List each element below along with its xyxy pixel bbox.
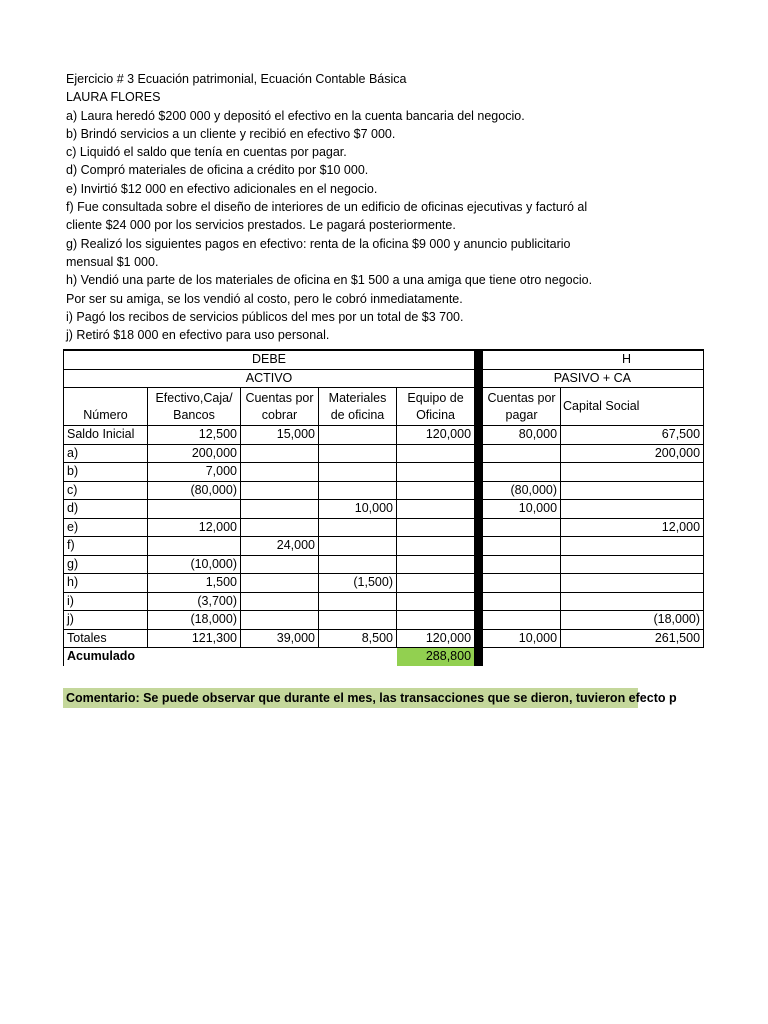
student-name: LAURA FLORES: [66, 90, 161, 105]
cell-materiales: [319, 444, 397, 463]
cell-materiales: (1,500): [319, 574, 397, 593]
table-row: [64, 500, 704, 519]
statement-line: h) Vendió una parte de los materiales de oficina en $1 500 a una amiga que tiene otro negocio.: [66, 273, 593, 288]
statement-line: a) Laura heredó $200 000 y depositó el efectivo en la cuenta bancaria del negocio.: [66, 108, 525, 123]
row-label: g): [64, 555, 148, 574]
cell-equipo: [397, 500, 475, 519]
cell-efectivo: 12,500: [148, 426, 241, 445]
empty-cell: [241, 648, 319, 666]
cell-capital: [561, 574, 704, 593]
cell-materiales: [319, 426, 397, 445]
cell-cuentas-pagar: [483, 463, 561, 482]
cell-efectivo: (80,000): [148, 481, 241, 500]
statement-line: d) Compró materiales de oficina a crédito por $10 000.: [66, 163, 369, 178]
statement-line: e) Invirtió $12 000 en efectivo adicionales en el negocio.: [66, 181, 378, 196]
cell-materiales: [319, 537, 397, 556]
cell-cuentas-cobrar: [241, 481, 319, 500]
cell-capital: [561, 481, 704, 500]
cell-capital: [561, 537, 704, 556]
cell-efectivo: 1,500: [148, 574, 241, 593]
cell-efectivo: (18,000): [148, 611, 241, 630]
table-row: [64, 481, 704, 500]
cell-efectivo: [148, 537, 241, 556]
comment-banner: Comentario: Se puede observar que durante el mes, las transacciones que se dieron, tuvieron efecto p: [63, 688, 638, 708]
cell-efectivo: 121,300: [148, 629, 241, 648]
statement-line: i) Pagó los recibos de servicios públicos del mes por un total de $3 700.: [66, 309, 464, 324]
cell-equipo: [397, 611, 475, 630]
cell-efectivo: 200,000: [148, 444, 241, 463]
cell-materiales: [319, 518, 397, 537]
accumulated-label: Acumulado: [64, 648, 148, 666]
col-header-cuentas-cobrar: Cuentas por cobrar: [241, 388, 319, 426]
cell-equipo: [397, 444, 475, 463]
cell-equipo: 120,000: [397, 426, 475, 445]
accumulated-row: [64, 648, 704, 666]
cell-capital: 261,500: [561, 629, 704, 648]
col-header-capital: Capital Social: [561, 388, 704, 426]
header-row-columns: [64, 388, 704, 426]
exercise-statement: [66, 70, 636, 344]
cell-cuentas-cobrar: [241, 500, 319, 519]
table-row: [64, 426, 704, 445]
cell-efectivo: 7,000: [148, 463, 241, 482]
statement-line: f) Fue consultada sobre el diseño de interiores de un edificio de oficinas ejecutivas y facturó al: [66, 200, 588, 215]
cell-cuentas-cobrar: [241, 611, 319, 630]
cell-materiales: [319, 481, 397, 500]
cell-efectivo: [148, 500, 241, 519]
statement-line: Por ser su amiga, se los vendió al costo, pero le cobró inmediatamente.: [66, 291, 463, 306]
cell-cuentas-pagar: [483, 555, 561, 574]
statement-line: b) Brindó servicios a un cliente y recibió en efectivo $7 000.: [66, 126, 396, 141]
row-label: h): [64, 574, 148, 593]
statement-line: mensual $1 000.: [66, 254, 159, 269]
activo-header: ACTIVO: [64, 369, 475, 388]
totals-row: [64, 629, 704, 648]
cell-cuentas-pagar: [483, 574, 561, 593]
col-header-materiales: Materiales de oficina: [319, 388, 397, 426]
cell-capital: (18,000): [561, 611, 704, 630]
row-label: j): [64, 611, 148, 630]
haber-header: H: [483, 350, 704, 369]
table-row: [64, 463, 704, 482]
cell-equipo: [397, 463, 475, 482]
cell-cuentas-cobrar: [241, 463, 319, 482]
cell-equipo: [397, 555, 475, 574]
cell-cuentas-pagar: (80,000): [483, 481, 561, 500]
cell-equipo: [397, 537, 475, 556]
table-row: [64, 574, 704, 593]
cell-cuentas-pagar: [483, 611, 561, 630]
empty-cell: [319, 648, 397, 666]
cell-equipo: [397, 592, 475, 611]
cell-cuentas-pagar: 80,000: [483, 426, 561, 445]
table-row: [64, 537, 704, 556]
cell-capital: 67,500: [561, 426, 704, 445]
accumulated-total: 288,800: [397, 648, 475, 666]
cell-equipo: 120,000: [397, 629, 475, 648]
cell-cuentas-cobrar: [241, 592, 319, 611]
cell-cuentas-cobrar: [241, 518, 319, 537]
debe-header: DEBE: [64, 350, 475, 369]
cell-equipo: [397, 574, 475, 593]
col-header-efectivo: Efectivo,Caja/ Bancos: [148, 388, 241, 426]
cell-cuentas-cobrar: 39,000: [241, 629, 319, 648]
statement-line: g) Realizó los siguientes pagos en efectivo: renta de la oficina $9 000 y anuncio publicitario: [66, 236, 571, 251]
ledger-sheet: [63, 349, 701, 675]
row-label: d): [64, 500, 148, 519]
col-header-numero: Número: [64, 388, 148, 426]
table-row: [64, 444, 704, 463]
pasivo-capital-header: PASIVO + CA: [483, 369, 704, 388]
row-label: i): [64, 592, 148, 611]
cell-materiales: [319, 555, 397, 574]
cell-materiales: [319, 463, 397, 482]
ledger-table: [63, 349, 704, 666]
statement-line: j) Retiró $18 000 en efectivo para uso personal.: [66, 328, 330, 343]
column-separator: [475, 350, 483, 666]
empty-cell: [148, 648, 241, 666]
row-label: Totales: [64, 629, 148, 648]
header-row-debe-haber: [64, 350, 704, 369]
col-header-equipo: Equipo de Oficina: [397, 388, 475, 426]
cell-capital: [561, 555, 704, 574]
cell-efectivo: 12,000: [148, 518, 241, 537]
cell-cuentas-pagar: 10,000: [483, 629, 561, 648]
cell-cuentas-cobrar: [241, 555, 319, 574]
table-row: [64, 518, 704, 537]
cell-materiales: [319, 592, 397, 611]
cell-cuentas-pagar: [483, 518, 561, 537]
cell-cuentas-pagar: 10,000: [483, 500, 561, 519]
cell-efectivo: (10,000): [148, 555, 241, 574]
statement-line: c) Liquidó el saldo que tenía en cuentas por pagar.: [66, 145, 347, 160]
cell-cuentas-cobrar: [241, 444, 319, 463]
row-label: f): [64, 537, 148, 556]
cell-capital: [561, 592, 704, 611]
table-row: [64, 611, 704, 630]
cell-efectivo: (3,700): [148, 592, 241, 611]
cell-cuentas-cobrar: 15,000: [241, 426, 319, 445]
row-label: a): [64, 444, 148, 463]
table-row: [64, 592, 704, 611]
col-header-cuentas-pagar: Cuentas por pagar: [483, 388, 561, 426]
cell-cuentas-pagar: [483, 537, 561, 556]
row-label: Saldo Inicial: [64, 426, 148, 445]
header-row-sections: [64, 369, 704, 388]
exercise-title: Ejercicio # 3 Ecuación patrimonial, Ecuación Contable Básica: [66, 72, 407, 86]
table-row: [64, 555, 704, 574]
cell-materiales: 8,500: [319, 629, 397, 648]
row-label: e): [64, 518, 148, 537]
cell-capital: [561, 500, 704, 519]
row-label: c): [64, 481, 148, 500]
cell-capital: 200,000: [561, 444, 704, 463]
cell-capital: 12,000: [561, 518, 704, 537]
row-label: b): [64, 463, 148, 482]
cell-cuentas-pagar: [483, 592, 561, 611]
statement-line: cliente $24 000 por los servicios prestados. Le pagará posteriormente.: [66, 218, 456, 233]
cell-equipo: [397, 518, 475, 537]
cell-materiales: [319, 611, 397, 630]
cell-equipo: [397, 481, 475, 500]
cell-cuentas-cobrar: 24,000: [241, 537, 319, 556]
cell-cuentas-cobrar: [241, 574, 319, 593]
cell-cuentas-pagar: [483, 444, 561, 463]
cell-capital: [561, 463, 704, 482]
cell-materiales: 10,000: [319, 500, 397, 519]
